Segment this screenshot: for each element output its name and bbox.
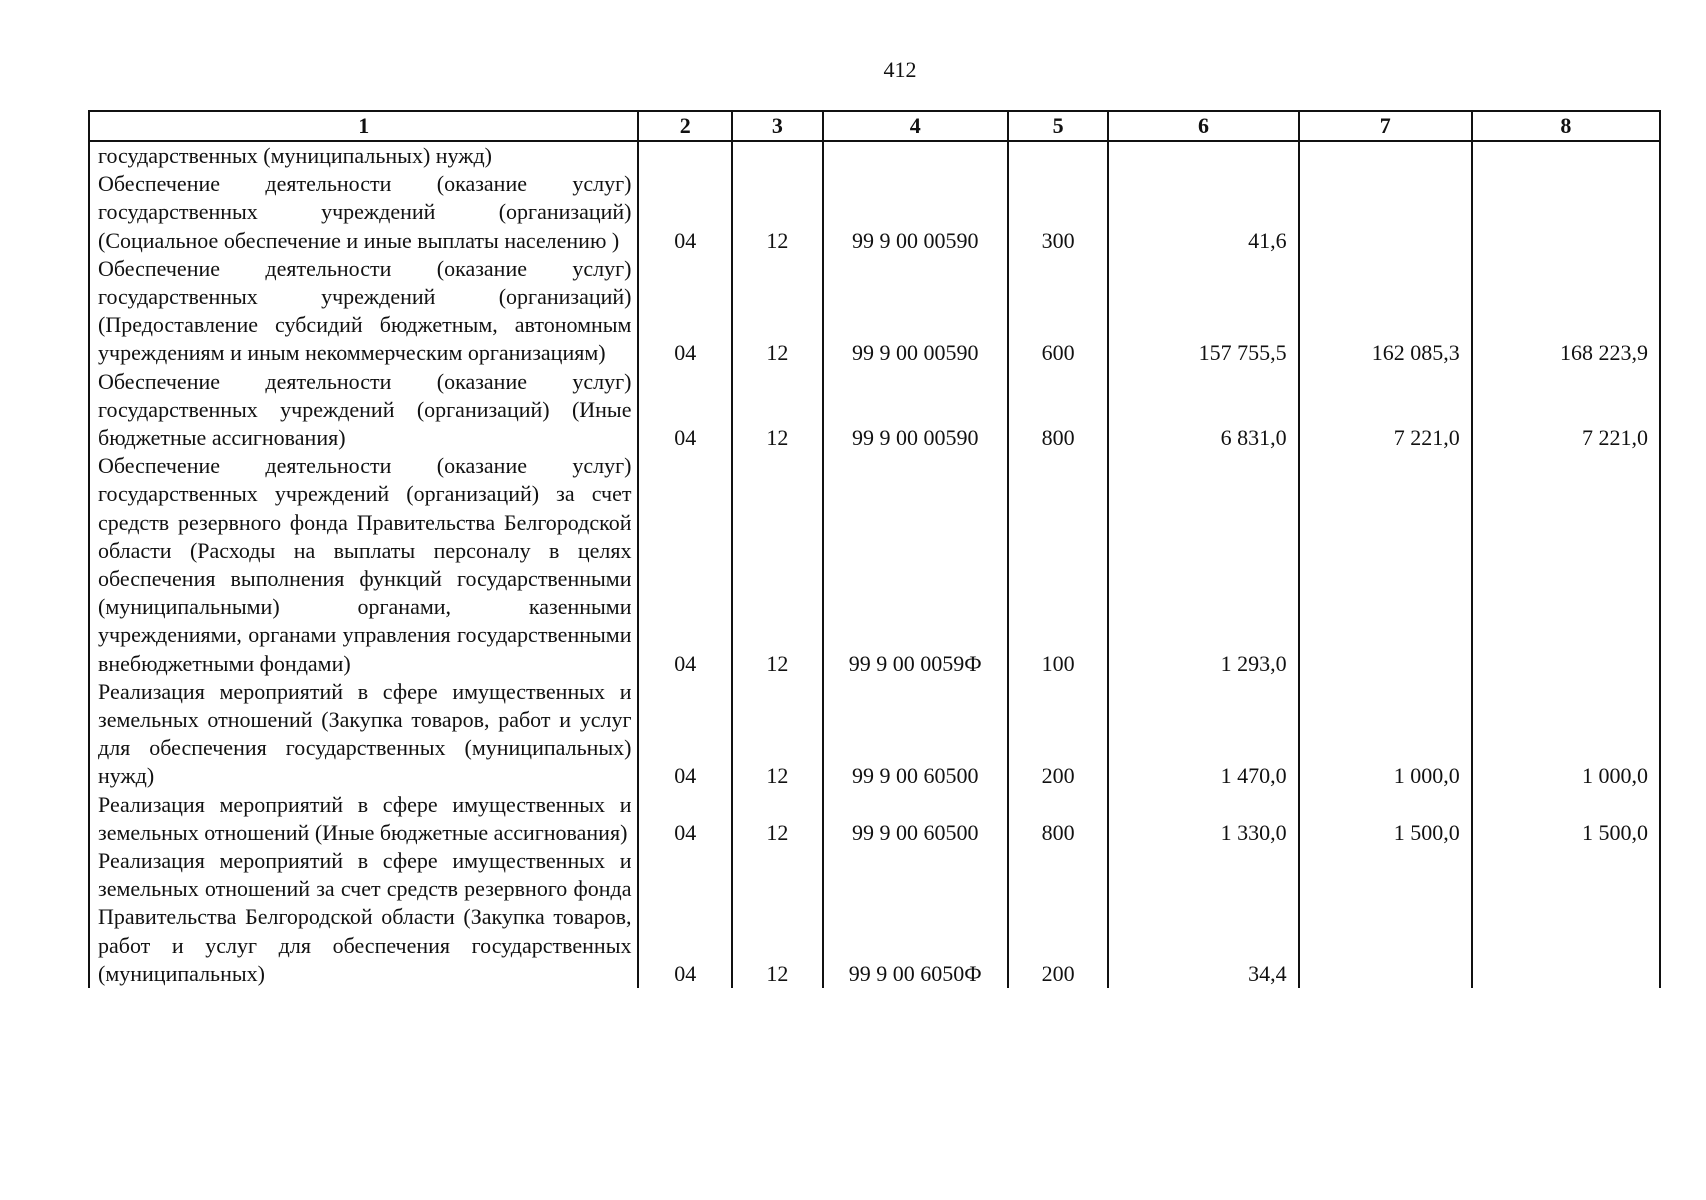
row-description: Обеспечение деятельности (оказание услуг) государственных учреждений (организаций) за счет средств резервного фонда Правительства Белгородской области (Расходы на выплаты персоналу в целях обеспечения выполнения функций государственными (муниципальными) органами, казенными учреждениями, органами управления государственными внебюджетными фондами) [89, 452, 638, 678]
cell-amount-6: 41,6 [1108, 170, 1298, 255]
cell-target-article: 99 9 00 00590 [823, 255, 1008, 368]
cell-amount-8: 168 223,9 [1472, 255, 1660, 368]
table-row [89, 170, 1660, 255]
cell-expense-type: 300 [1008, 170, 1109, 255]
cell-amount-8: 1 500,0 [1472, 791, 1660, 847]
row-description: Реализация мероприятий в сфере имущественных и земельных отношений (Закупка товаров, работ и услуг для обеспечения государственных (муниципальных) нужд) [89, 678, 638, 791]
column-header: 8 [1472, 111, 1660, 141]
cell-amount-6 [1108, 141, 1298, 170]
cell-amount-8 [1472, 170, 1660, 255]
table-row [89, 141, 1660, 170]
table-row [89, 847, 1660, 988]
cell-amount-8: 7 221,0 [1472, 368, 1660, 453]
column-header: 6 [1108, 111, 1298, 141]
cell-expense-type [1008, 141, 1109, 170]
cell-amount-8: 1 000,0 [1472, 678, 1660, 791]
cell-expense-type: 800 [1008, 791, 1109, 847]
budget-table [88, 110, 1661, 988]
cell-subsection: 12 [732, 368, 823, 453]
row-description: Реализация мероприятий в сфере имущественных и земельных отношений (Иные бюджетные ассигнования) [89, 791, 638, 847]
cell-target-article: 99 9 00 00590 [823, 368, 1008, 453]
cell-expense-type: 100 [1008, 452, 1109, 678]
cell-subsection: 12 [732, 847, 823, 988]
table-row [89, 791, 1660, 847]
cell-amount-6: 1 293,0 [1108, 452, 1298, 678]
cell-amount-7: 1 500,0 [1299, 791, 1472, 847]
cell-subsection: 12 [732, 170, 823, 255]
cell-amount-6: 1 330,0 [1108, 791, 1298, 847]
cell-expense-type: 200 [1008, 847, 1109, 988]
cell-section: 04 [638, 678, 732, 791]
cell-amount-7 [1299, 847, 1472, 988]
cell-amount-7: 1 000,0 [1299, 678, 1472, 791]
row-description: государственных (муниципальных) нужд) [89, 141, 638, 170]
cell-expense-type: 200 [1008, 678, 1109, 791]
table-row [89, 255, 1660, 368]
cell-amount-7: 162 085,3 [1299, 255, 1472, 368]
cell-amount-7 [1299, 141, 1472, 170]
cell-section: 04 [638, 368, 732, 453]
cell-amount-6: 6 831,0 [1108, 368, 1298, 453]
cell-amount-8 [1472, 847, 1660, 988]
cell-amount-7: 7 221,0 [1299, 368, 1472, 453]
cell-section: 04 [638, 791, 732, 847]
cell-section: 04 [638, 452, 732, 678]
cell-target-article: 99 9 00 60500 [823, 678, 1008, 791]
cell-target-article: 99 9 00 00590 [823, 170, 1008, 255]
cell-section: 04 [638, 255, 732, 368]
cell-subsection: 12 [732, 255, 823, 368]
cell-section: 04 [638, 847, 732, 988]
cell-subsection: 12 [732, 678, 823, 791]
cell-amount-6: 157 755,5 [1108, 255, 1298, 368]
column-header: 4 [823, 111, 1008, 141]
column-header: 5 [1008, 111, 1109, 141]
header-row [89, 111, 1660, 141]
cell-expense-type: 800 [1008, 368, 1109, 453]
cell-subsection [732, 141, 823, 170]
row-description: Обеспечение деятельности (оказание услуг) государственных учреждений (организаций) (Предоставление субсидий бюджетным, автономным учреждениям и иным некоммерческим организациям) [89, 255, 638, 368]
cell-subsection: 12 [732, 452, 823, 678]
cell-amount-8 [1472, 452, 1660, 678]
table-row [89, 368, 1660, 453]
column-header: 2 [638, 111, 732, 141]
table-row [89, 452, 1660, 678]
cell-section: 04 [638, 170, 732, 255]
cell-target-article: 99 9 00 0059Ф [823, 452, 1008, 678]
cell-section [638, 141, 732, 170]
cell-amount-6: 34,4 [1108, 847, 1298, 988]
column-header: 1 [89, 111, 638, 141]
column-header: 7 [1299, 111, 1472, 141]
cell-target-article [823, 141, 1008, 170]
column-header: 3 [732, 111, 823, 141]
cell-expense-type: 600 [1008, 255, 1109, 368]
row-description: Обеспечение деятельности (оказание услуг) государственных учреждений (организаций) (Иные бюджетные ассигнования) [89, 368, 638, 453]
row-description: Реализация мероприятий в сфере имущественных и земельных отношений за счет средств резервного фонда Правительства Белгородской области (Закупка товаров, работ и услуг для обеспечения государственных (муниципальных) [89, 847, 638, 988]
cell-target-article: 99 9 00 6050Ф [823, 847, 1008, 988]
cell-amount-6: 1 470,0 [1108, 678, 1298, 791]
page-number: 412 [883, 57, 917, 82]
cell-amount-7 [1299, 452, 1472, 678]
table-row [89, 678, 1660, 791]
row-description: Обеспечение деятельности (оказание услуг) государственных учреждений (организаций) (Социальное обеспечение и иные выплаты населению ) [89, 170, 638, 255]
cell-target-article: 99 9 00 60500 [823, 791, 1008, 847]
cell-amount-7 [1299, 170, 1472, 255]
cell-amount-8 [1472, 141, 1660, 170]
cell-subsection: 12 [732, 791, 823, 847]
